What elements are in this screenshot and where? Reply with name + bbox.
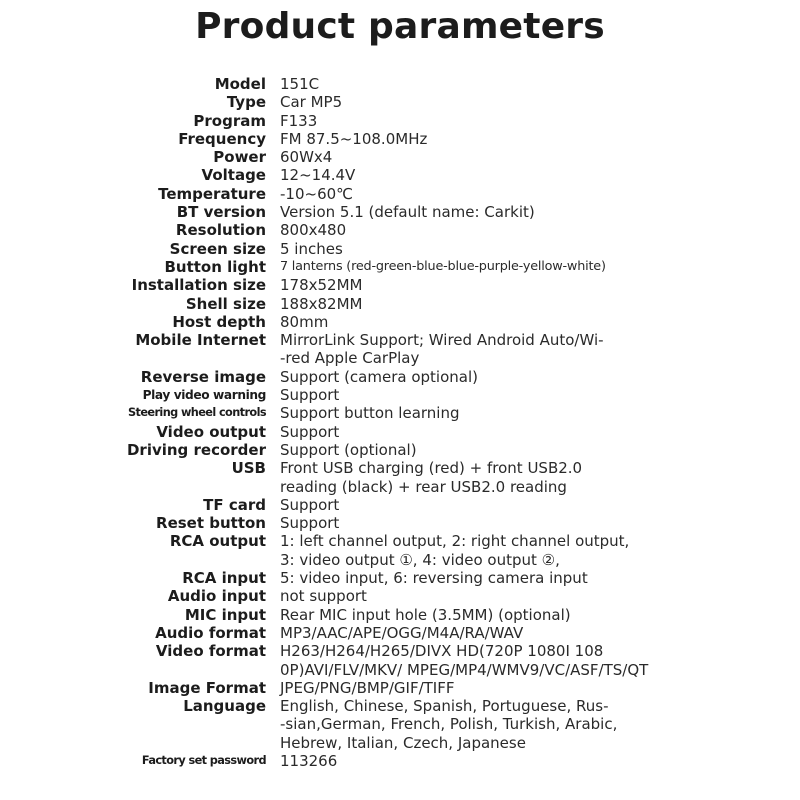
- spec-label: MIC input: [184, 605, 266, 624]
- spec-row-resolution: [0, 221, 800, 239]
- spec-label: Resolution: [175, 221, 266, 240]
- spec-value: 7 lanterns (red-green-blue-blue-purple-yellow-white): [280, 258, 606, 274]
- spec-row-installation-size: [0, 276, 800, 294]
- spec-label: Frequency: [178, 129, 266, 148]
- spec-value: 5: video input, 6: reversing camera input: [280, 569, 588, 588]
- spec-row-host-depth: [0, 313, 800, 331]
- spec-value: 1: left channel output, 2: right channel output, 3: video output ①, 4: video output ②,: [280, 532, 630, 569]
- spec-value: 188x82MM: [280, 294, 363, 313]
- spec-label: Type: [226, 93, 266, 112]
- spec-row-button-light: [0, 258, 800, 276]
- spec-value: Support button learning: [280, 404, 460, 423]
- spec-row-audio-input: [0, 587, 800, 605]
- spec-value: Support: [280, 422, 340, 441]
- spec-value: 12~14.4V: [280, 166, 356, 185]
- spec-row-temperature: [0, 185, 800, 203]
- spec-row-audio-format: [0, 624, 800, 642]
- spec-row-program: [0, 112, 800, 130]
- spec-value: 5 inches: [280, 239, 343, 258]
- spec-row-mobile-internet: [0, 331, 800, 368]
- spec-label: Reverse image: [140, 367, 266, 386]
- spec-value: -10~60℃: [280, 184, 354, 203]
- page-title: Product parameters: [195, 6, 605, 47]
- spec-row-factory-set-password: [0, 752, 800, 770]
- spec-label: Temperature: [158, 184, 266, 203]
- spec-row-video-format: [0, 642, 800, 679]
- spec-value: JPEG/PNG/BMP/GIF/TIFF: [280, 678, 455, 697]
- spec-value: Support: [280, 386, 340, 405]
- spec-label: RCA input: [182, 569, 266, 588]
- spec-row-reverse-image: [0, 368, 800, 386]
- spec-label: RCA output: [169, 532, 266, 551]
- spec-value: 800x480: [280, 221, 347, 240]
- spec-value: H263/H264/H265/DIVX HD(720P 1080I 108 0P)AVI/FLV/MKV/ MPEG/MP4/WMV9/VC/ASF/TS/QT: [280, 642, 649, 679]
- spec-label: Driving recorder: [126, 440, 266, 459]
- spec-value: F133: [280, 111, 318, 130]
- spec-label: Video output: [156, 422, 266, 441]
- spec-row-video-output: [0, 423, 800, 441]
- spec-row-tf-card: [0, 496, 800, 514]
- spec-label: Program: [193, 111, 266, 130]
- spec-label: Reset button: [156, 514, 266, 533]
- spec-label: Play video warning: [142, 388, 266, 403]
- spec-value: Support (camera optional): [280, 367, 478, 386]
- spec-row-play-video-warning: [0, 386, 800, 404]
- spec-label: Installation size: [131, 276, 266, 295]
- spec-label: Host depth: [172, 312, 266, 331]
- spec-label: Power: [213, 148, 266, 167]
- spec-label: Image Format: [148, 678, 266, 697]
- spec-row-rca-output: [0, 532, 800, 569]
- spec-row-driving-recorder: [0, 441, 800, 459]
- spec-row-model: [0, 75, 800, 93]
- spec-value: MP3/AAC/APE/OGG/M4A/RA/WAV: [280, 623, 524, 642]
- spec-value: Support: [280, 514, 340, 533]
- spec-label: Button light: [164, 257, 266, 276]
- spec-value: Version 5.1 (default name: Carkit): [280, 203, 535, 222]
- spec-value: Rear MIC input hole (3.5MM) (optional): [280, 605, 571, 624]
- spec-row-type: [0, 93, 800, 111]
- spec-value: English, Chinese, Spanish, Portuguese, Rus- -sian,German, French, Polish, Turkish, Arabic, Hebrew, Italian, Czech, Japanese: [280, 697, 618, 752]
- spec-label: BT version: [176, 203, 266, 222]
- spec-row-screen-size: [0, 240, 800, 258]
- spec-value: Support (optional): [280, 440, 417, 459]
- spec-row-steering-wheel-controls: [0, 404, 800, 422]
- spec-row-usb: [0, 459, 800, 496]
- spec-label: Factory set password: [141, 753, 266, 767]
- spec-row-voltage: [0, 166, 800, 184]
- spec-row-language: [0, 697, 800, 752]
- spec-row-power: [0, 148, 800, 166]
- spec-value: 178x52MM: [280, 276, 363, 295]
- spec-value: 113266: [280, 751, 338, 770]
- spec-label: Shell size: [185, 294, 266, 313]
- spec-value: MirrorLink Support; Wired Android Auto/Wi- -red Apple CarPlay: [280, 331, 604, 368]
- spec-value: Front USB charging (red) + front USB2.0 reading (black) + rear USB2.0 reading: [280, 459, 583, 496]
- spec-value: 80mm: [280, 312, 329, 331]
- spec-label: Screen size: [169, 239, 266, 258]
- spec-label: Voltage: [201, 166, 266, 185]
- spec-value: Support: [280, 495, 340, 514]
- spec-value: not support: [280, 587, 367, 606]
- spec-label: Model: [214, 75, 266, 93]
- spec-label: Mobile Internet: [135, 331, 266, 350]
- spec-label: Video format: [155, 642, 266, 661]
- spec-value: 60Wx4: [280, 148, 333, 167]
- spec-value: 151C: [280, 75, 320, 93]
- spec-row-bt-version: [0, 203, 800, 221]
- spec-label: Audio input: [167, 587, 266, 606]
- spec-row-reset-button: [0, 514, 800, 532]
- spec-row-rca-input: [0, 569, 800, 587]
- spec-label: Audio format: [155, 623, 266, 642]
- spec-list: [0, 75, 800, 770]
- spec-label: USB: [231, 459, 266, 478]
- spec-row-mic-input: [0, 606, 800, 624]
- spec-row-shell-size: [0, 295, 800, 313]
- spec-value: Car MP5: [280, 93, 343, 112]
- spec-row-frequency: [0, 130, 800, 148]
- spec-label: Steering wheel controls: [127, 406, 266, 420]
- spec-label: Language: [183, 697, 266, 716]
- spec-value: FM 87.5~108.0MHz: [280, 129, 428, 148]
- spec-label: TF card: [203, 495, 266, 514]
- spec-row-image-format: [0, 679, 800, 697]
